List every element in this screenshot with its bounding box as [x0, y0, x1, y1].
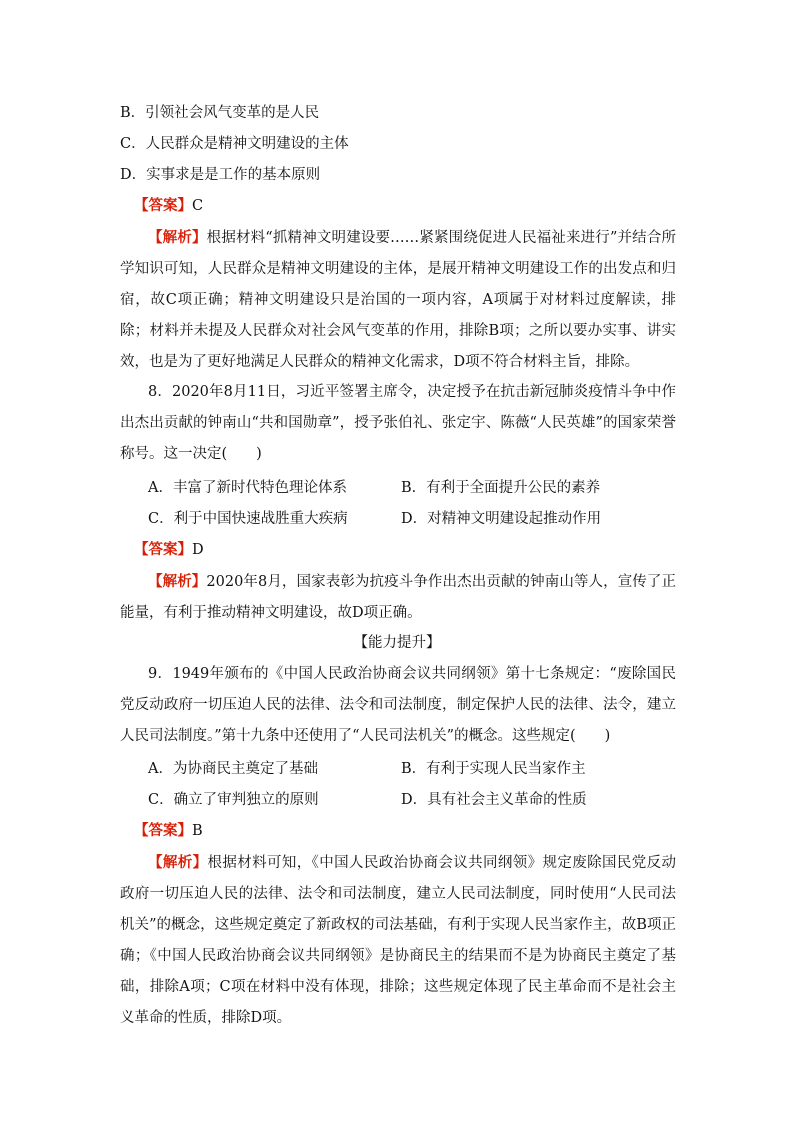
q7-option-b: B．引领社会风气变革的是人民 [120, 105, 320, 121]
answer-tag: 【答案】 [134, 822, 192, 839]
q7-answer [134, 196, 203, 216]
q8-option-d: D．对精神文明建设起推动作用 [401, 511, 602, 527]
q8-answer [134, 540, 204, 560]
q9-option-d: D．具有社会主义革命的性质 [401, 792, 587, 808]
q9-stem: 9．1949年颁布的《中国人民政治协商会议共同纲领》第十七条规定：“废除国民党反动政府一切压迫人民的法律、法令和司法制度，制定保护人民的法律、法令，建立人民司法制度。”第十九条中还使用了“人民司法机关”的概念。这些规定( ) [120, 666, 676, 744]
answer-value: D [192, 542, 204, 558]
q8-option-c: C．利于中国快速战胜重大疾病 [148, 511, 348, 527]
answer-tag: 【答案】 [134, 541, 192, 558]
analysis-tag: 【解析】 [148, 229, 207, 246]
analysis-text: 根据材料“抓精神文明建设要……紧紧围绕促进人民福祉来进行”并结合所学知识可知，人民群众是精神文明建设的主体，是展开精神文明建设工作的出发点和归宿，故C项正确；精神文明建设只是治国的一项内容，A项属于对材料过度解读，排除；材料并未提及人民群众对社会风气变革的作用，排除B项；之所以要办实事、讲实效，也是为了更好地满足人民群众的精神文化需求，D项不符合材料主旨，排除。 [120, 230, 677, 370]
q8-stem: 8．2020年8月11日，习近平签署主席令，决定授予在抗击新冠肺炎疫情斗争中作出杰出贡献的钟南山“共和国勋章”，授予张伯礼、张定宇、陈薇“人民英雄”的国家荣誉称号。这一决定( ) [120, 384, 676, 462]
answer-tag: 【答案】 [134, 197, 192, 214]
q8-option-b: B．有利于全面提升公民的素养 [401, 480, 601, 496]
analysis-tag: 【解析】 [148, 854, 208, 871]
analysis-text: 2020年8月，国家表彰为抗疫斗争作出杰出贡献的钟南山等人，宣传了正能量，有利于推动精神文明建设，故D项正确。 [120, 574, 677, 621]
q9-option-b: B．有利于实现人民当家作主 [401, 761, 586, 777]
q7-option-d: D．实事求是是工作的基本原则 [120, 167, 321, 183]
q8-option-a: A．丰富了新时代特色理论体系 [148, 480, 347, 496]
analysis-tag: 【解析】 [148, 573, 207, 590]
section-heading: 【能力提升】 [353, 635, 441, 651]
q9-option-c: C．确立了审判独立的原则 [148, 792, 319, 808]
answer-value: C [192, 198, 204, 214]
answer-value: B [192, 823, 203, 839]
q9-option-a: A．为协商民主奠定了基础 [148, 761, 318, 777]
q9-answer [134, 821, 203, 841]
q8-analysis [120, 566, 676, 629]
q9-analysis [120, 847, 676, 1034]
q7-option-c: C．人民群众是精神文明建设的主体 [120, 136, 349, 152]
analysis-text: 根据材料可知，《中国人民政治协商会议共同纲领》规定废除国民党反动政府一切压迫人民的法律、法令和司法制度，建立人民司法制度，同时使用“人民司法机关”的概念，这些规定奠定了新政权的司法基础，有利于实现人民当家作主，故B项正确；《中国人民政治协商会议共同纲领》是协商民主的结果而不是为协商民主奠定了基础，排除A项；C项在材料中没有体现，排除；这些规定体现了民主革命而不是社会主义革命的性质，排除D项。 [120, 855, 676, 1026]
q7-analysis [120, 222, 676, 378]
